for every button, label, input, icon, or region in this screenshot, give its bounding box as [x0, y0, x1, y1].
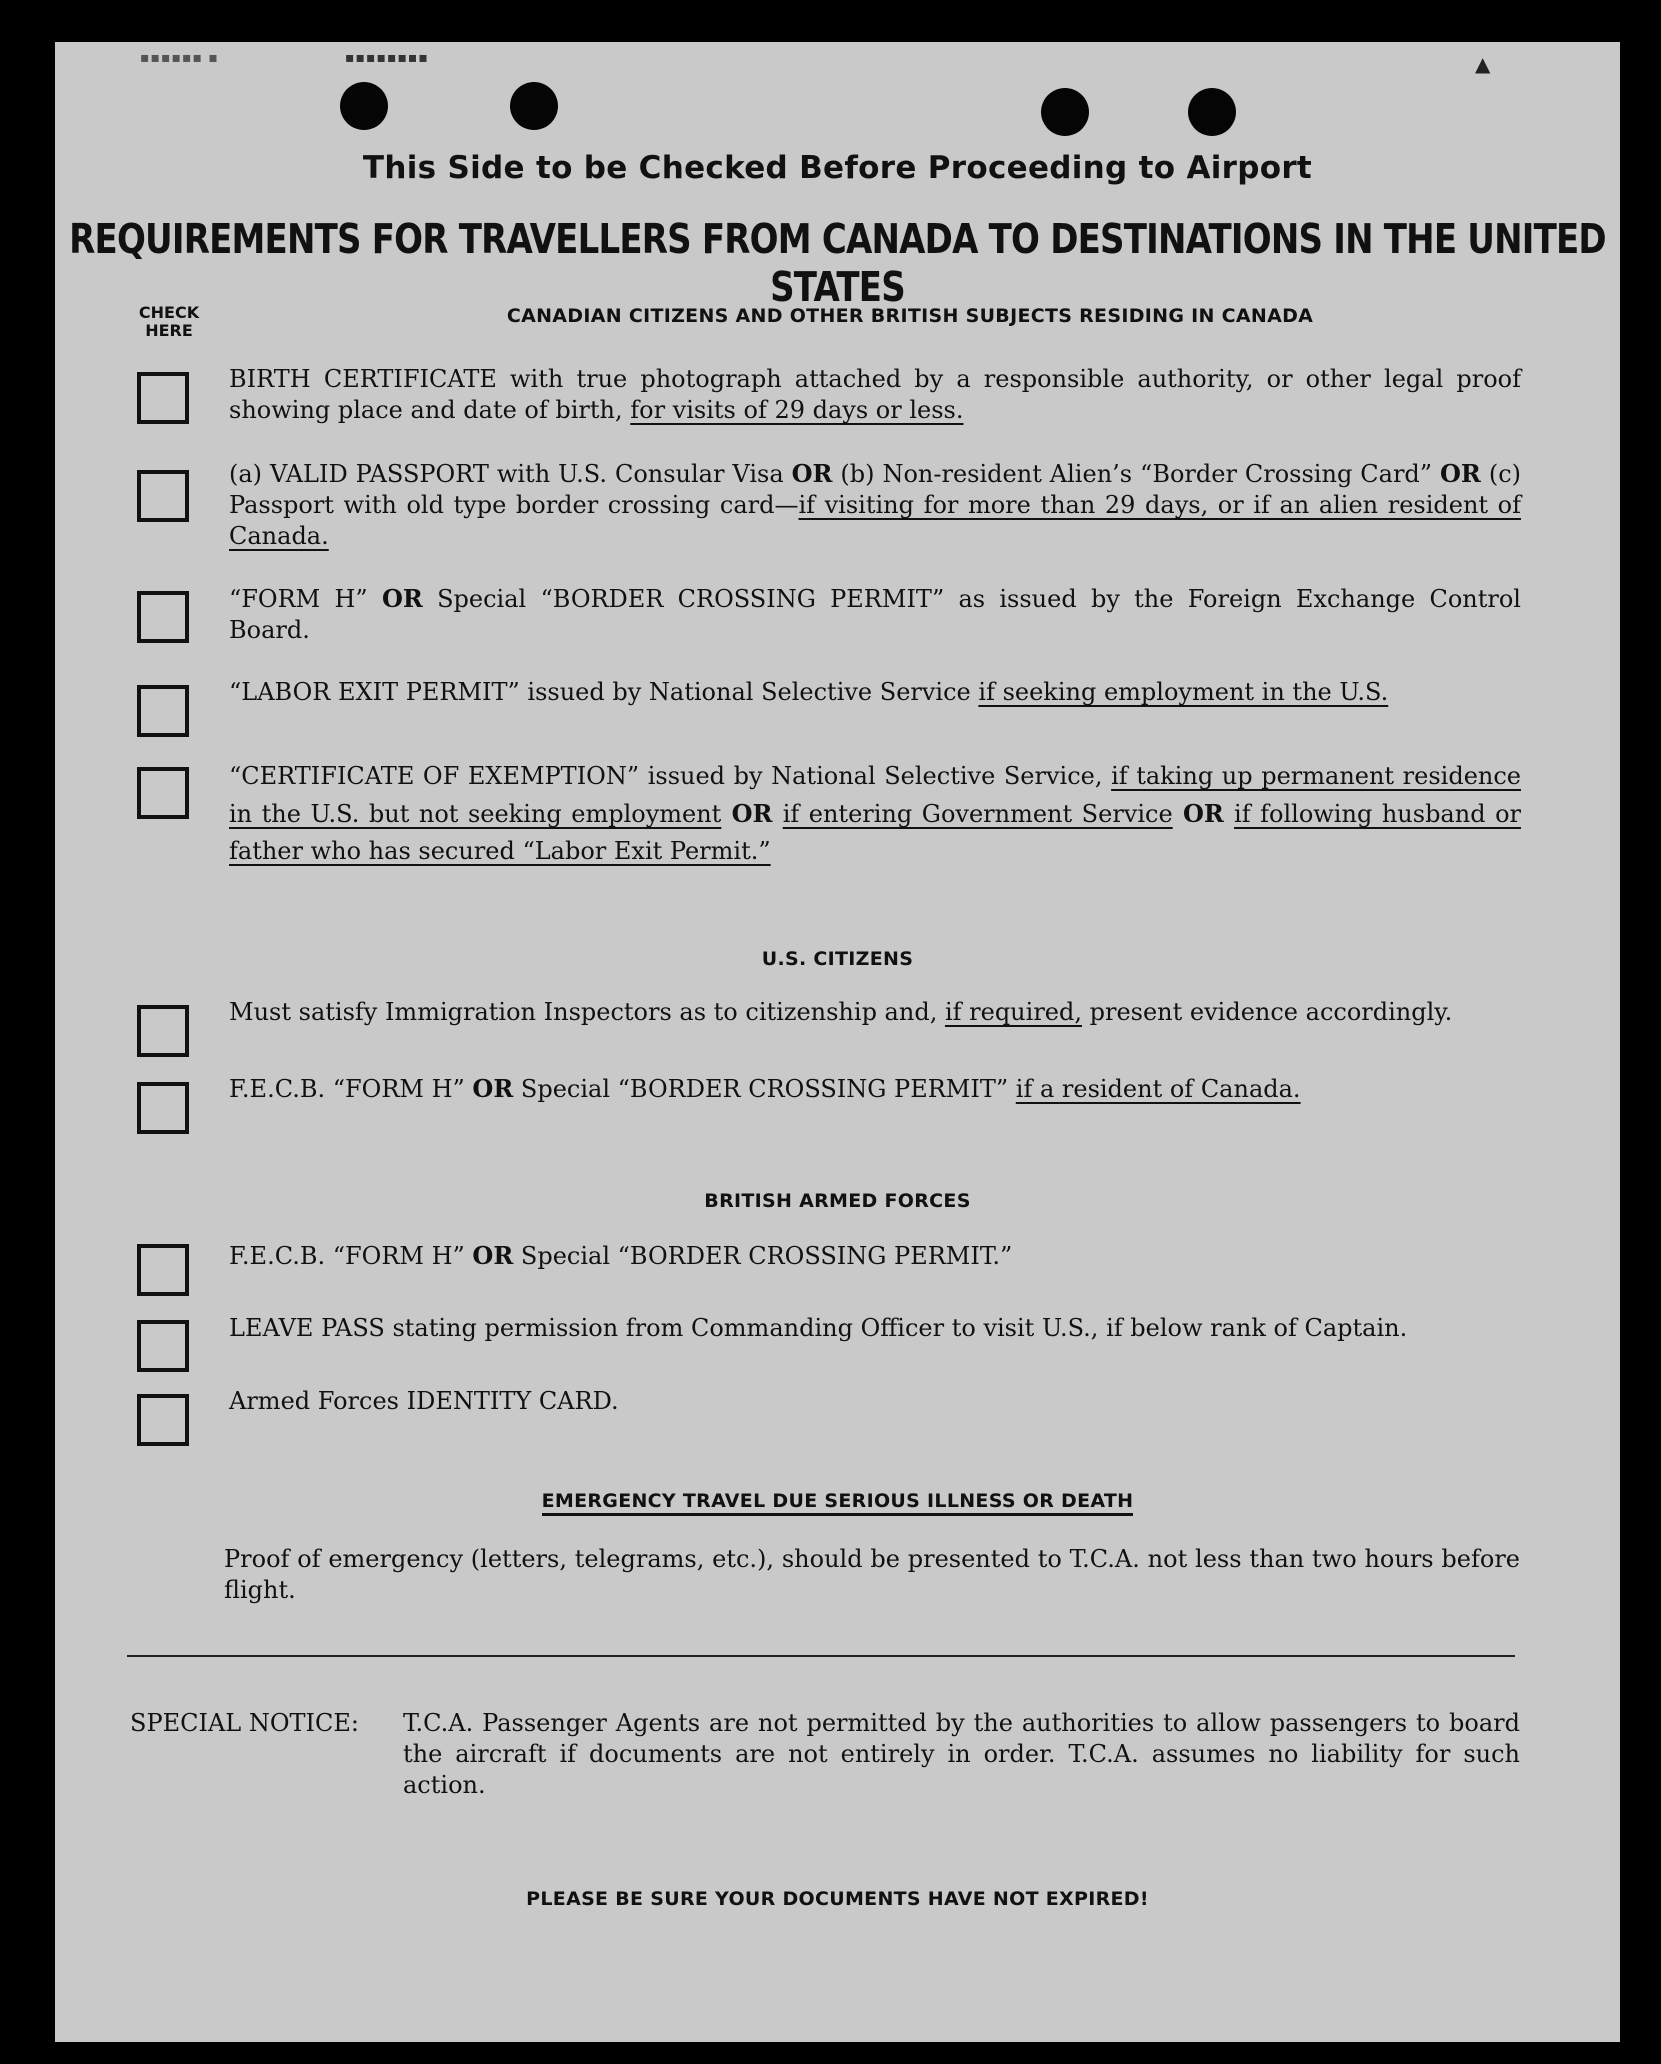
checkbox-fecb-form-h[interactable] — [137, 1244, 189, 1296]
special-notice-label: SPECIAL NOTICE: — [130, 1709, 359, 1737]
requirement-identity-card: Armed Forces IDENTITY CARD. — [229, 1387, 619, 1415]
requirement-valid-passport: (a) VALID PASSPORT with U.S. Consular Visa OR (b) Non-resident Alien’s “Border Crossing Card” OR (c) Passport with old type border crossing card—if visiting for more than 29 days, or if an alien resident of Canada. — [229, 459, 1522, 550]
section-heading-us-citizens: U.S. CITIZENS — [761, 948, 914, 970]
punch-hole — [1188, 88, 1236, 136]
faded-stamp-mark: ▪▪▪▪▪▪▪▪ — [345, 50, 429, 66]
checkbox-fecb-form-h-resident[interactable] — [137, 1082, 189, 1134]
checkbox-certificate-of-exemption[interactable] — [137, 767, 189, 819]
checkbox-leave-pass[interactable] — [137, 1320, 189, 1372]
checkbox-identity-card[interactable] — [137, 1394, 189, 1446]
section-heading-emergency-travel: EMERGENCY TRAVEL DUE SERIOUS ILLNESS OR DEATH — [55, 1490, 1620, 1512]
faded-stamp-mark: ▪▪▪▪▪▪ ▪ — [140, 50, 219, 66]
requirement-certificate-of-exemption: “CERTIFICATE OF EXEMPTION” issued by National Selective Service, if taking up permanent residence in the U.S. but not seeking employment OR if entering Government Service OR if following husband or father who has secured “Labor Exit Permit.” — [229, 762, 1522, 865]
requirement-birth-certificate: BIRTH CERTIFICATE with true photograph attached by a responsible authority, or other legal proof showing place and date of birth, for visits of 29 days or less. — [229, 365, 1521, 424]
punch-hole — [1041, 88, 1089, 136]
requirement-fecb-form-h-resident: F.E.C.B. “FORM H” OR Special “BORDER CROSSING PERMIT” if a resident of Canada. — [229, 1074, 1301, 1103]
punch-hole — [510, 82, 558, 130]
emergency-text: Proof of emergency (letters, telegrams, etc.), should be presented to T.C.A. not less than two hours before flight. — [224, 1545, 1520, 1604]
checkbox-form-h[interactable] — [137, 591, 189, 643]
checkbox-labor-exit-permit[interactable] — [137, 685, 189, 737]
punch-hole — [340, 82, 388, 130]
document-page — [55, 42, 1620, 2042]
side-title: This Side to be Checked Before Proceeding to Airport — [362, 150, 1313, 186]
checkbox-satisfy-inspectors[interactable] — [137, 1005, 189, 1057]
section-heading-canadian: CANADIAN CITIZENS AND OTHER BRITISH SUBJECTS RESIDING IN CANADA — [506, 305, 1314, 327]
check-here-label: CHECK HERE — [138, 303, 200, 340]
requirement-leave-pass: LEAVE PASS stating permission from Commanding Officer to visit U.S., if below rank of Captain. — [229, 1314, 1408, 1342]
checkbox-valid-passport[interactable] — [137, 470, 189, 522]
main-title: REQUIREMENTS FOR TRAVELLERS FROM CANADA TO DESTINATIONS IN THE UNITED STATES — [69, 216, 1606, 312]
requirement-satisfy-inspectors: Must satisfy Immigration Inspectors as to citizenship and, if required, present evidence accordingly. — [229, 998, 1453, 1026]
footer-warning: PLEASE BE SURE YOUR DOCUMENTS HAVE NOT EXPIRED! — [526, 1888, 1149, 1910]
requirement-fecb-form-h: F.E.C.B. “FORM H” OR Special “BORDER CROSSING PERMIT.” — [229, 1241, 1013, 1270]
divider — [127, 1655, 1515, 1657]
corner-mark: ▲ — [1475, 52, 1491, 76]
requirement-form-h: “FORM H” OR Special “BORDER CROSSING PERMIT” as issued by the Foreign Exchange Control Board. — [229, 584, 1521, 644]
special-notice-text: T.C.A. Passenger Agents are not permitted by the authorities to allow passengers to board the aircraft if documents are not entirely in order. T.C.A. assumes no liability for such action. — [403, 1709, 1520, 1799]
section-heading-british-armed-forces: BRITISH ARMED FORCES — [704, 1190, 971, 1212]
checkbox-birth-certificate[interactable] — [137, 372, 189, 424]
requirement-labor-exit-permit: “LABOR EXIT PERMIT” issued by National Selective Service if seeking employment in the U.S. — [229, 678, 1389, 706]
